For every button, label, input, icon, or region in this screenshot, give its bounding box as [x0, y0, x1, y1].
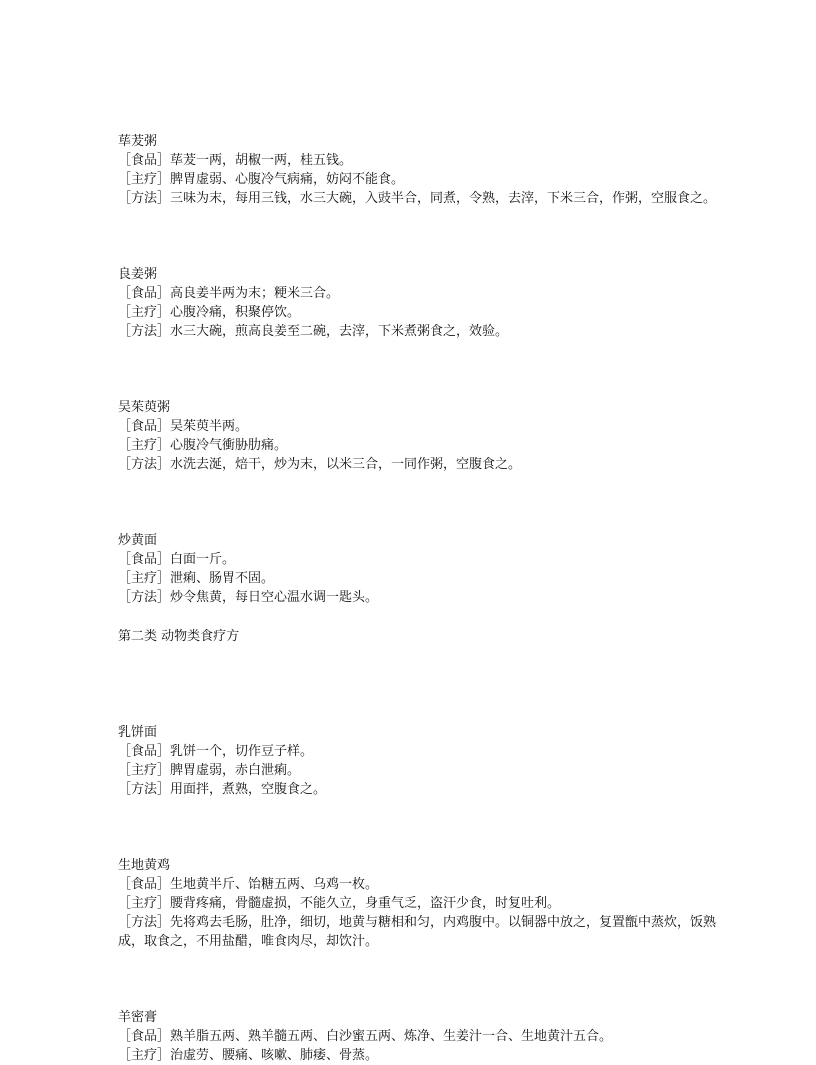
recipe-indication-line: ［主疗］泄痢、肠胃不固。 [118, 571, 275, 586]
recipe-food-line: ［食品］白面一斤。 [118, 552, 236, 567]
recipe-food-line: ［食品］乳饼一个，切作豆子样。 [118, 744, 314, 759]
document-page [118, 132, 718, 1065]
recipe-indication-line: ［主疗］腰背疼痛，骨髓虚损，不能久立，身重气乏，盗汗少食，时复吐利。 [118, 896, 561, 911]
recipe-rubing-mian [118, 723, 718, 799]
recipe-liangjiang-porridge [118, 265, 718, 341]
recipe-method-line: ［方法］用面拌，煮熟，空腹食之。 [118, 782, 327, 797]
recipe-title: 荜茇粥 [118, 134, 158, 149]
recipe-indication-line: ［主疗］脾胃虚弱、心腹冷气病痛，妨闷不能食。 [118, 172, 405, 187]
recipe-shengdihuang-ji [118, 856, 718, 951]
recipe-title: 良姜粥 [118, 267, 158, 282]
recipe-method-line: ［方法］三味为末，每用三钱，水三大碗，入豉半合，同煮，令熟，去滓，下米三合，作粥，空服食之。 [118, 191, 717, 206]
recipe-food-line: ［食品］熟羊脂五两、熟羊髓五两、白沙蜜五两、炼净、生姜汁一合、生地黄汁五合。 [118, 1029, 613, 1044]
recipe-food-line: ［食品］高良姜半两为末；粳米三合。 [118, 286, 340, 301]
recipe-indication-line: ［主疗］心腹冷痛，积聚停饮。 [118, 305, 301, 320]
recipe-food-line: ［食品］吴茱萸半两。 [118, 419, 249, 434]
recipe-method-line: ［方法］先将鸡去毛肠，肚净，细切，地黄与糖相和匀，内鸡腹中。以铜器中放之，复置甑中蒸炊，饭熟成，取食之，不用盐醋，唯食肉尽，却饮汁。 [118, 915, 717, 949]
recipe-indication-line: ［主疗］心腹冷气衝胁肋痛。 [118, 438, 288, 453]
recipe-wuzhuyu-porridge [118, 398, 718, 474]
section-heading: 第二类 动物类食疗方 [118, 629, 240, 644]
recipe-title: 羊密膏 [118, 1010, 158, 1025]
recipe-indication-line: ［主疗］脾胃虚弱，赤白泄痢。 [118, 763, 301, 778]
recipe-indication-line: ［主疗］治虚劳、腰痛、咳嗽、肺痿、骨蒸。 [118, 1048, 379, 1063]
recipe-chaohuang-mian [118, 531, 718, 607]
recipe-title: 乳饼面 [118, 725, 158, 740]
recipe-title: 吴茱萸粥 [118, 400, 171, 415]
recipe-method-line: ［方法］水三大碗，煎高良姜至二碗，去滓，下米煮粥食之，效验。 [118, 324, 509, 339]
recipe-food-line: ［食品］生地黄半斤、饴糖五两、乌鸡一枚。 [118, 877, 379, 892]
recipe-yangmi-gao [118, 1008, 718, 1065]
recipe-method-line: ［方法］炒令焦黄，每日空心温水调一匙头。 [118, 590, 379, 605]
recipe-food-line: ［食品］荜茇一两，胡椒一两，桂五钱。 [118, 153, 353, 168]
recipe-title: 炒黄面 [118, 533, 158, 548]
recipe-method-line: ［方法］水洗去涎，焙干，炒为末，以米三合，一同作粥，空腹食之。 [118, 457, 522, 472]
recipe-title: 生地黄鸡 [118, 858, 171, 873]
recipe-bibo-porridge [118, 132, 718, 208]
